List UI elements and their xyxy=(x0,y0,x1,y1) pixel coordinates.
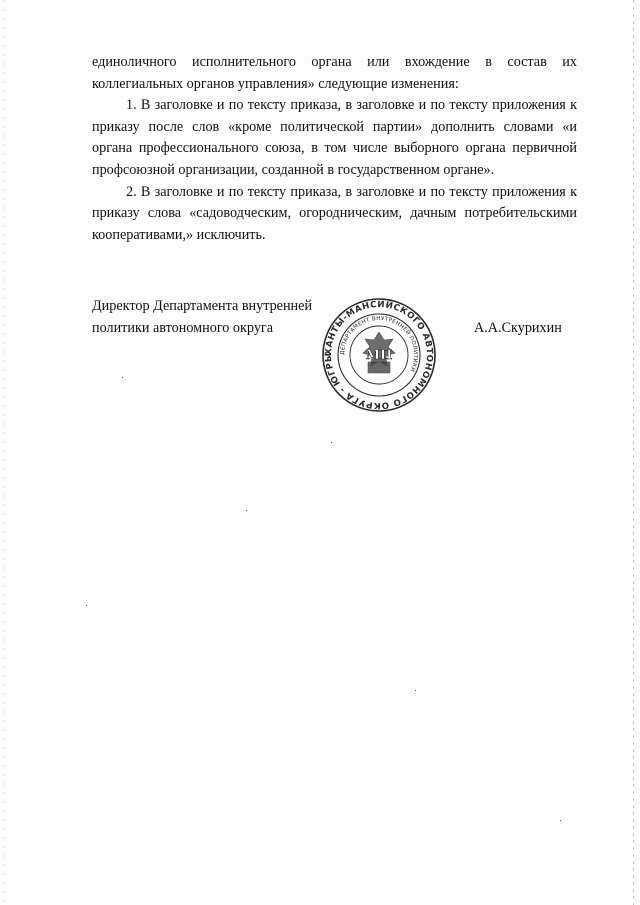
paragraph-intro: единоличного исполнительного органа или вхождение в состав их коллегиальных органов управления» следующие изменения: xyxy=(92,54,577,92)
signatory-title-line-2: политики автономного округа xyxy=(92,319,274,336)
scan-speck xyxy=(246,510,247,511)
seal-inner-text: ДЕПАРТАМЕНТ ВНУТРЕННЕЙ ПОЛИТИКИ xyxy=(339,315,419,373)
scan-speck xyxy=(415,690,416,691)
scan-speck xyxy=(86,605,87,606)
seal-outer-text: ХАНТЫ-МАНСИЙСКОГО АВТОНОМНОГО ОКРУГА - ЮГРЫ xyxy=(323,299,435,411)
scan-speck xyxy=(122,377,123,378)
paragraph-item-1: 1. В заголовке и по тексту приказа, в заголовке и по тексту приложения к приказу после слов «кроме политической партии» дополнить словами «и органа профессионального союза, в том числе выборного органа первичной профсоюзной организации, созданной в государственном органе». xyxy=(92,97,577,178)
scan-speck xyxy=(560,820,561,821)
signatory-title-line-1: Директор Департамента внутренней xyxy=(92,298,313,314)
document-body xyxy=(92,52,577,246)
paragraph-item-2: 2. В заголовке и по тексту приказа, в заголовке и по тексту приложения к приказу слова «садоводческим, огородническим, дачным потребительскими кооперативами,» исключить. xyxy=(92,183,577,243)
scan-edge-left xyxy=(4,0,5,905)
official-seal-stamp xyxy=(320,296,438,414)
signatory-title xyxy=(92,296,312,339)
scan-speck xyxy=(331,442,332,443)
scan-edge-right xyxy=(633,0,634,905)
signatory-name: А.А.Скурихин xyxy=(474,320,562,336)
seal-center-text: МП xyxy=(365,348,393,363)
